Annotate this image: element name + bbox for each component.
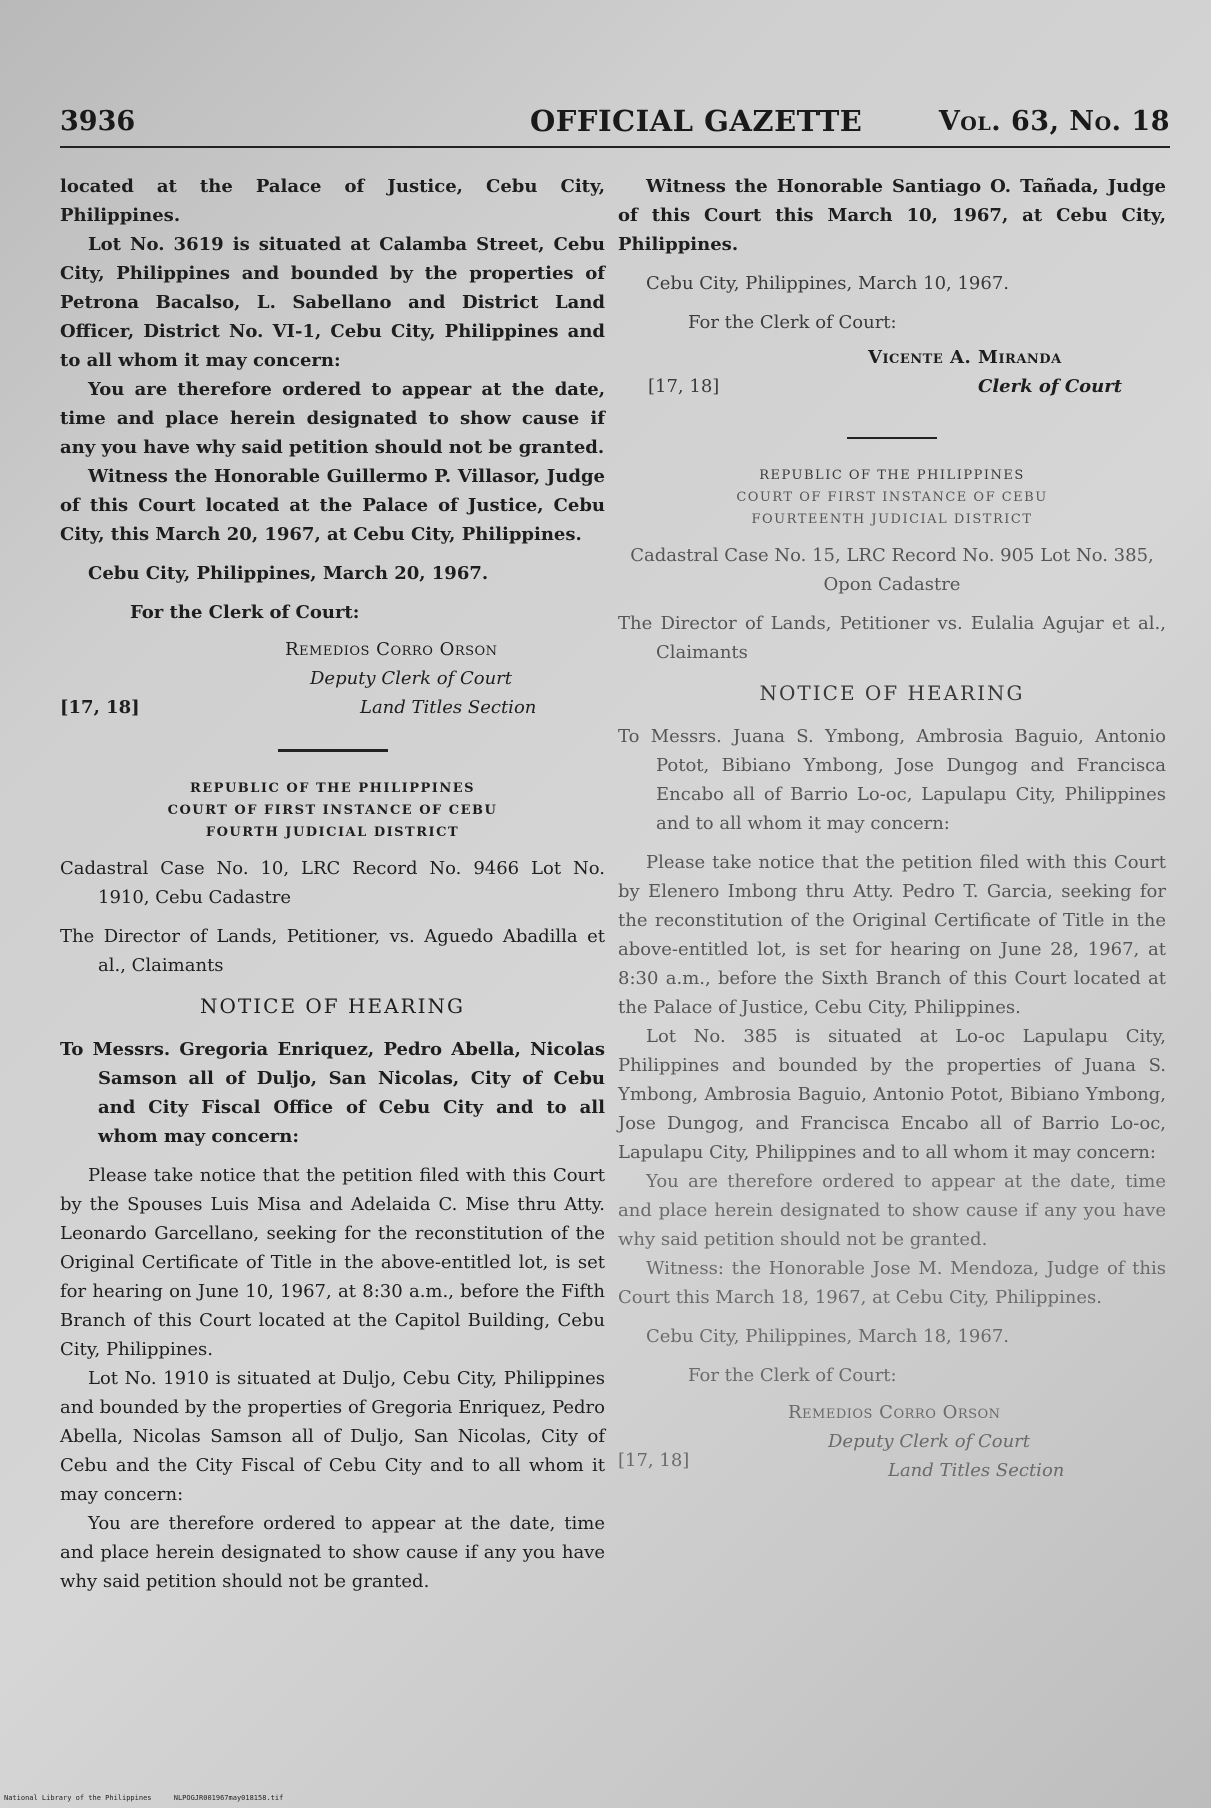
issue-reference: [17, 18] [60, 697, 140, 718]
publication-title: OFFICIAL GAZETTE [530, 104, 863, 138]
signer-title-right-2: Deputy Clerk of Court [828, 1431, 1030, 1452]
court-republic: REPUBLIC OF THE PHILIPPINES [189, 781, 476, 796]
signer-section: Land Titles Section [360, 697, 537, 718]
case-parties-right: The Director of Lands, Petitioner vs. Eulalia Agujar et al., Claimants [618, 613, 1166, 663]
signature-block-right-2 [618, 1390, 1166, 1490]
notice-addressees-right: To Messrs. Juana S. Ymbong, Ambrosia Baguio, Antonio Potot, Bibiano Ymbong, Jose Dungog and Francisca Encabo all of Barrio Lo-oc, Lapulapu City, Philippines and to all whom it may concern: [618, 726, 1166, 834]
court-district: FOURTH JUDICIAL DISTRICT [205, 825, 460, 840]
signer-name-right: Vicente A. Miranda [868, 347, 1062, 368]
order-to-appear: You are therefore ordered to appear at the date, time and place herein designated to show cause if any you have why said petition should not be granted. [60, 379, 605, 458]
petition-notice-right: Please take notice that the petition filed with this Court by Elenero Imbong thru Atty. Pedro T. Garcia, seeking for the reconstitution of the Original Certificate of Title in the above-entitled lot, is set for hearing on June 28, 1967, at 8:30 a.m., before the Sixth Branch of this Court located at the Palace of Justice, Cebu City, Philippines. [618, 852, 1166, 1018]
for-clerk-line-right-2: For the Clerk of Court: [688, 1365, 897, 1386]
case-title: Cadastral Case No. 10, LRC Record No. 9466 Lot No. 1910, Cebu Cadastre [60, 858, 605, 908]
place-date: Cebu City, Philippines, March 20, 1967. [88, 563, 489, 584]
place-date-right: Cebu City, Philippines, March 10, 1967. [646, 273, 1009, 294]
court-name-right: COURT OF FIRST INSTANCE OF CEBU [736, 490, 1048, 505]
court-republic-right: REPUBLIC OF THE PHILIPPINES [759, 468, 1025, 483]
notice-heading-right: NOTICE OF HEARING [759, 681, 1025, 705]
witness-statement-right-2: Witness: the Honorable Jose M. Mendoza, Judge of this Court this March 18, 1967, at Cebu City, Philippines. [618, 1258, 1166, 1308]
signer-name-right-2: Remedios Corro Orson [788, 1402, 1001, 1423]
court-district-right: FOURTEENTH JUDICIAL DISTRICT [751, 512, 1033, 527]
page-header [60, 100, 1170, 148]
place-date-right-2: Cebu City, Philippines, March 18, 1967. [646, 1326, 1009, 1347]
case-parties: The Director of Lands, Petitioner, vs. Aguedo Abadilla et al., Claimants [60, 926, 605, 976]
page-number: 3936 [60, 106, 136, 137]
notice-continued-intro: located at the Palace of Justice, Cebu City, Philippines. [60, 176, 605, 226]
library-credit: National Library of the Philippines [4, 1794, 152, 1802]
signer-section-right-2: Land Titles Section [888, 1460, 1065, 1481]
signer-title: Deputy Clerk of Court [310, 668, 512, 689]
issue-reference-right-2: [17, 18] [618, 1450, 690, 1471]
signature-block [60, 627, 605, 727]
notice-heading: NOTICE OF HEARING [200, 994, 465, 1018]
for-clerk-line-right: For the Clerk of Court: [688, 312, 897, 333]
court-name: COURT OF FIRST INSTANCE OF CEBU [167, 803, 498, 818]
order-to-appear-right: You are therefore ordered to appear at the date, time and place herein designated to show cause if any you have why said petition should not be granted. [618, 1171, 1166, 1250]
witness-statement: Witness the Honorable Guillermo P. Villasor, Judge of this Court located at the Palace of Justice, Cebu City, this March 20, 1967, at Cebu City, Philippines. [60, 466, 605, 545]
petition-notice: Please take notice that the petition filed with this Court by the Spouses Luis Misa and Adelaida C. Mise thru Atty. Leonardo Garcellano, seeking for the reconstitution of the Original Certificate of Title in the above-entitled lot, is set for hearing on June 10, 1967, at 8:30 a.m., before the Fifth Branch of this Court located at the Capitol Building, Cebu City, Philippines. [60, 1165, 605, 1360]
lot-385-description: Lot No. 385 is situated at Lo-oc Lapulapu City, Philippines and bounded by the properties of Juana S. Ymbong, Ambrosia Baguio, Antonio Potot, Bibiano Ymbong, Jose Dungog, and Francisca Encabo all of Barrio Lo-oc, Lapulapu City, Philippines and to all whom it may concern: [618, 1026, 1166, 1163]
scan-footer [4, 1794, 301, 1802]
volume-number: Vol. 63, No. 18 [938, 106, 1170, 137]
section-divider-right [847, 437, 937, 439]
for-clerk-line: For the Clerk of Court: [130, 602, 360, 623]
lot-3619-description: Lot No. 3619 is situated at Calamba Street, Cebu City, Philippines and bounded by the properties of Petrona Bacalso, L. Sabellano and District Land Officer, District No. VI-1, Cebu City, Philippines and to all whom it may concern: [60, 234, 605, 371]
notice-addressees: To Messrs. Gregoria Enriquez, Pedro Abella, Nicolas Samson all of Duljo, San Nicolas, City of Cebu and City Fiscal Office of Cebu City and to all whom may concern: [60, 1039, 605, 1147]
witness-statement-right: Witness the Honorable Santiago O. Tañada, Judge of this Court this March 10, 1967, at Cebu City, Philippines. [618, 176, 1166, 255]
lot-1910-description: Lot No. 1910 is situated at Duljo, Cebu City, Philippines and bounded by the properties of Gregoria Enriquez, Pedro Abella, Nicolas Samson all of Duljo, San Nicolas, City of Cebu and the City Fiscal of Cebu City and to all whom it may concern: [60, 1368, 605, 1505]
signer-name: Remedios Corro Orson [285, 639, 498, 660]
case-title-right: Cadastral Case No. 15, LRC Record No. 905 Lot No. 385, Opon Cadastre [630, 545, 1154, 595]
issue-reference-right: [17, 18] [648, 376, 720, 397]
order-to-appear-2: You are therefore ordered to appear at the date, time and place herein designated to show cause if any you have why said petition should not be granted. [60, 1513, 605, 1592]
left-column [60, 172, 605, 1596]
signature-block-right [618, 337, 1166, 415]
signer-title-right: Clerk of Court [978, 376, 1123, 397]
section-divider [278, 749, 388, 752]
right-column [618, 172, 1166, 1490]
scan-filename: NLPOGJR001967may018158.tif [173, 1794, 284, 1802]
